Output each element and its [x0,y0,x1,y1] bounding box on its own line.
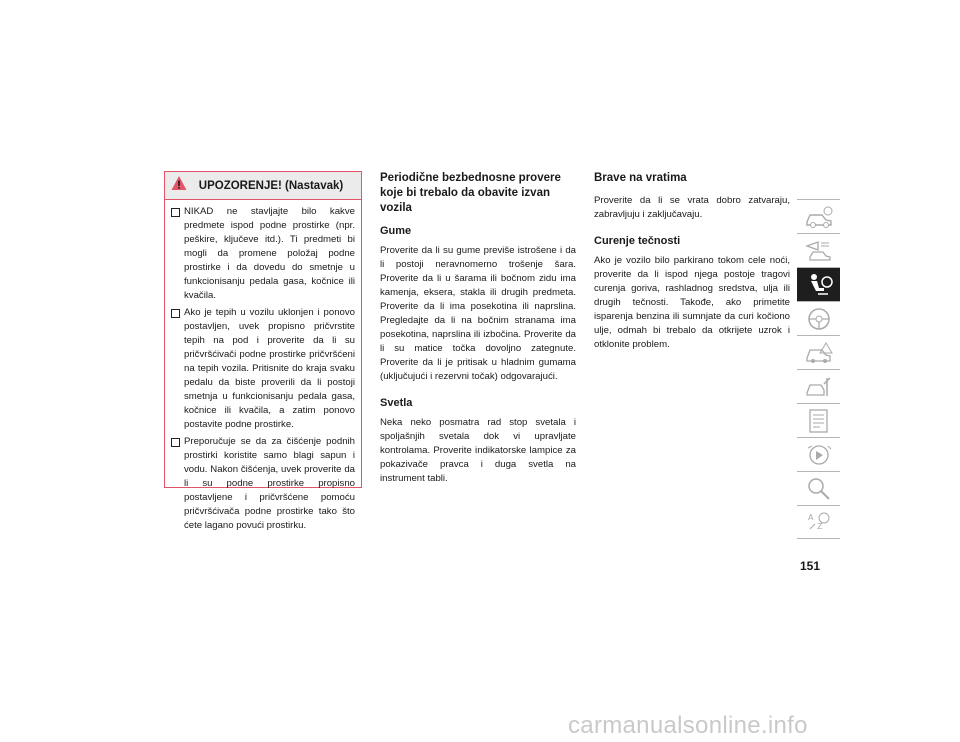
warning-item: Preporučuje se da za čišćenje podnih prostirki koristite samo blagi sapun i vodu. Nakon čišćenja, uvek proverite da li su podne prostirke propisno postavljene i pričvršćene pomoću pričvršćivača podne prostirke tako što ćete lagano povući prostirku. [171,435,355,533]
bullet-square-icon [171,438,180,447]
fluid-heading: Curenje tečnosti [594,235,681,247]
search-index-icon [804,476,834,502]
chapter-tabs [797,199,840,539]
warning-item: NIKAD ne stavljajte bilo kakve predmete ispod podne prostirke (npr. peškire, ključeve itd.). Ti predmeti bi mogli da promene položaj podne prostirke i da dovedu do smetnje u funkcionisanju pedala gasa, kočnice ili kvačila. [171,205,355,303]
svg-text:Z: Z [816,522,822,531]
tab-car-info[interactable] [797,199,840,233]
bullet-square-icon [171,309,180,318]
fluid-text: Ako je vozilo bilo parkirano tokom cele noći, proverite da li ispod njega postoje tragovi curenja goriva, rashladnog sredstva, ulja ili drugih tečnosti. Takođe, ako primetite isparenja benzina ili sumnjate da curi kočiono ulje, odmah bi trebalo da otkrijete uzrok i otklonite problem. [594,255,790,350]
tab-dashboard[interactable] [797,233,840,267]
warning-title: UPOZORENJE! (Nastavak) [198,179,344,192]
tab-languages[interactable] [797,505,840,539]
tires-text: Proverite da li su gume previše istrošene i da li postoji neravnomerno trošenje šara. Proverite da li u šarama ili bočnom zidu ima kamenja, eksera, stakla ili drugih predmeta. Proverite da li ima posekotina ili naprslina. Pregledajte da li na bočnim stranama ima posekotina, naprslina ili izbočina. Proverite da li su matice točka dovoljno zategnute. Proverite da li je pritisak u hladnim gumama (uključujući i rezervni točak) odgovarajući. [380,245,576,382]
lights-heading: Svetla [380,397,413,409]
tab-driving[interactable] [797,301,840,335]
warning-box [164,171,362,531]
airbag-safety-icon [804,272,834,298]
section-heading: Periodične bezbednosne provere koje bi trebalo da obavite izvan vozila [380,172,561,214]
tires-heading: Gume [380,225,412,237]
languages-icon [804,509,834,535]
service-tools-icon [804,374,834,400]
car-info-icon [804,204,834,230]
warning-header [165,172,361,200]
tab-emergency[interactable] [797,335,840,369]
tab-service[interactable] [797,369,840,403]
specifications-icon [804,408,834,434]
steering-wheel-icon [804,306,834,332]
bullet-square-icon [171,208,180,217]
emergency-car-icon [804,340,834,366]
lights-text: Neka neko posmatra rad stop svetala i spoljašnjih svetala dok vi upravljate kontrolama. Proverite indikatorske lampice za pokazivače pravca i duga svetla na instrument tabli. [380,417,576,484]
dashboard-lights-icon [804,238,834,264]
watermark: carmanualsonline.info [568,712,808,739]
column-right [594,171,790,364]
doors-text: Proverite da li se vrata dobro zatvaraju, zabravljuju i zaključavaju. [594,195,790,220]
warning-triangle-icon [171,175,187,191]
tab-index[interactable] [797,471,840,505]
multimedia-icon [804,442,834,468]
tab-specifications[interactable] [797,403,840,437]
svg-text:A: A [807,513,813,522]
warning-item: Ako je tepih u vozilu uklonjen i ponovo postavljen, uvek propisno pričvrstite tepih na pod i proverite da li su pričvršćivači podne prostirke pričvršćeni na tepih vozila. Pritisnite do kraja svaku pedalu da biste proverili da li postoji smetnja u funkcionisanju pedala gasa, kočnice ili kvačila, a zatim ponovo postavite podne prostirke. [171,306,355,432]
column-middle [380,171,576,498]
tab-multimedia[interactable] [797,437,840,471]
doors-heading: Brave na vratima [594,172,687,184]
tab-safety[interactable] [797,267,840,301]
page-number: 151 [800,559,821,573]
